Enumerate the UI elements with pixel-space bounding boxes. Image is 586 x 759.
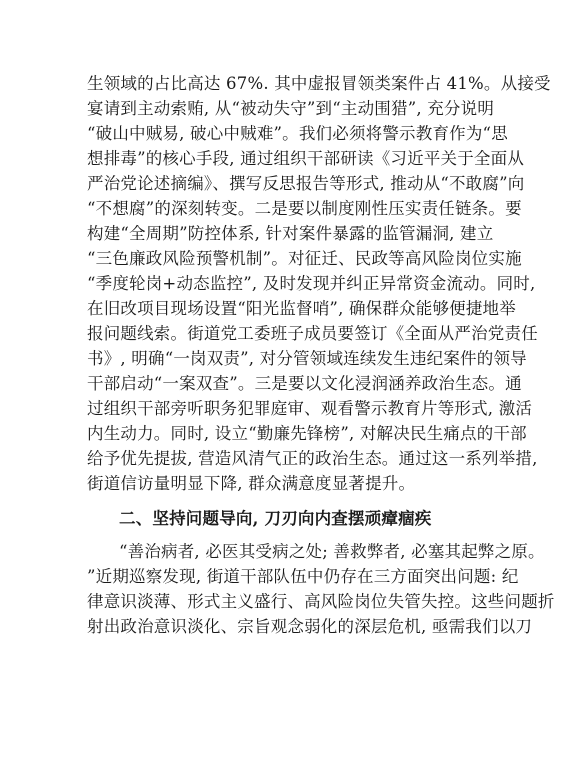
text-line: ”近期巡察发现, 街道干部队伍中仍存在三方面突出问题: 纪 <box>87 567 519 586</box>
text-line: 过组织干部旁听职务犯罪庭审、观看警示教育片等形式, 激活 <box>87 399 533 418</box>
text-line: 严治党论述摘编》、撰写反思报告等形式, 推动从“不敢腐”向 <box>87 174 525 193</box>
document-body <box>87 71 555 639</box>
text-line: 街道信访量明显下降, 群众满意度显著提升。 <box>87 474 416 493</box>
text-line: 生领域的占比高达 67%. 其中虚报冒领类案件占 41%。从接受 <box>87 74 551 93</box>
text-line: 书》, 明确“一岗双责”, 对分管领域连续发生违纪案件的领导 <box>87 349 527 368</box>
text-line: 想排毒”的核心手段, 通过组织干部研读《习近平关于全面从 <box>87 149 525 168</box>
text-line: 射出政治意识淡化、宗旨观念弱化的深层危机, 亟需我们以刀 <box>87 617 533 636</box>
text-line: 在旧改项目现场设置“阳光监督哨”, 确保群众能够便捷地举 <box>87 299 516 318</box>
text-line: “三色廉政风险预警机制”。对征迁、民政等高风险岗位实施 <box>87 249 522 268</box>
text-line: 给予优先提拔, 营造风清气正的政治生态。通过这一系列举措, <box>87 449 538 468</box>
text-line: “善治病者, 必医其受病之处; 善救弊者, 必塞其起弊之原。 <box>119 542 545 561</box>
text-line: 宴请到主动索贿, 从“被动失守”到“主动围猎”, 充分说明 <box>87 99 495 118</box>
text-line: 报问题线索。街道党工委班子成员要签订《全面从严治党责任 <box>87 324 538 343</box>
section-heading: 二、坚持问题导向, 刀刃向内查摆顽瘴痼疾 <box>119 509 432 528</box>
text-line: 律意识淡薄、形式主义盛行、高风险岗位失管失控。这些问题折 <box>87 592 555 611</box>
paragraph-1 <box>87 71 551 496</box>
text-line: “破山中贼易, 破心中贼难”。我们必须将警示教育作为“思 <box>87 124 508 143</box>
paragraph-2 <box>87 539 555 639</box>
text-line: 构建“全周期”防控体系, 针对案件暴露的监管漏洞, 建立 <box>87 224 494 243</box>
text-line: 内生动力。同时, 设立“勤廉先锋榜”, 对解决民生痛点的干部 <box>87 424 527 443</box>
text-line: “不想腐”的深刻转变。二是要以制度刚性压实责任链条。要 <box>87 199 522 218</box>
text-line: 干部启动“一案双查”。三是要以文化浸润涵养政治生态。通 <box>87 374 522 393</box>
text-line: “季度轮岗+动态监控”, 及时发现并纠正异常资金流动。同时, <box>87 274 536 293</box>
